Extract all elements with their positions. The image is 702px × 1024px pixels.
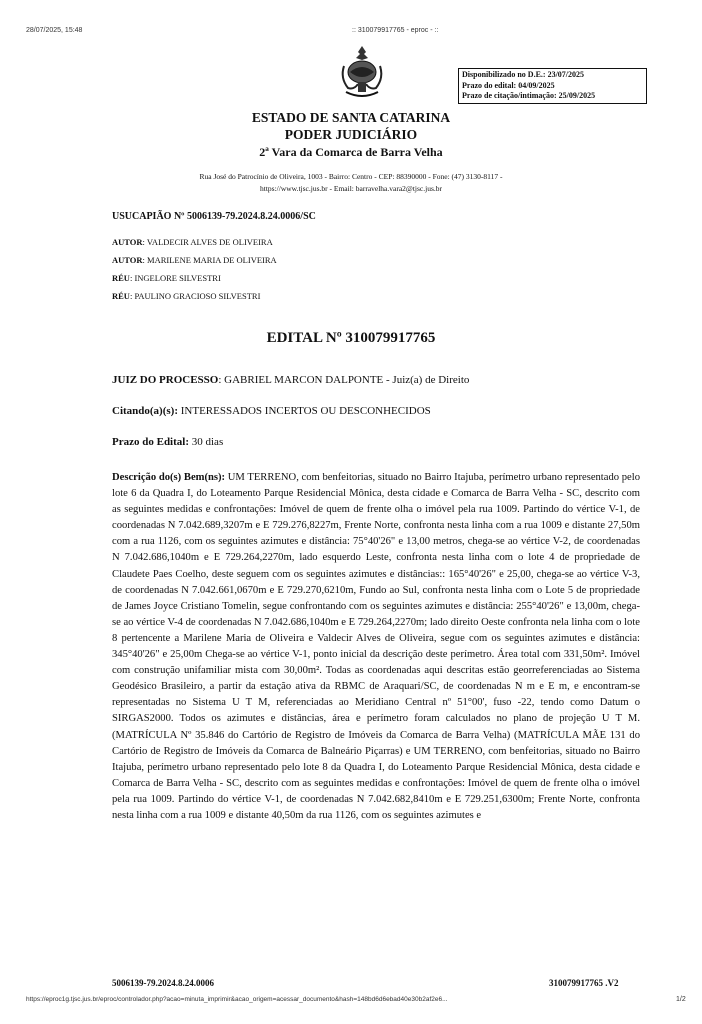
published-date: Disponibilizado no D.E.: 23/07/2025 [462,70,585,79]
court-contact: https://www.tjsc.jus.br - Email: barravelha.vara2@tjsc.jus.br [259,184,442,193]
state-title: ESTADO DE SANTA CATARINA [251,110,451,125]
party-line: RÉU: PAULINO GRACIOSO SILVESTRI [112,291,261,301]
state-coat-of-arms-icon [338,44,386,102]
term-label: Prazo do Edital: [112,436,189,448]
term-value: 30 dias [189,436,224,448]
footer-case-number: 5006139-79.2024.8.24.0006 [112,978,214,988]
party-name: PAULINO GRACIOSO SILVESTRI [134,291,261,301]
edital-title: EDITAL Nº 310079917765 [266,330,436,346]
description-text: UM TERRENO, com benfeitorias, situado no Bairro Itajuba, perímetro urbano representado pelo lote 6 da Quadra I, do Loteamento Parque Residencial Mônica, desta cidade e Comarca de Barra Velha - SC, descrito com as seguintes medidas e confrontações: Imóvel de quem de frente olha o imóvel pela rua 1009. Partindo do vértice V-1, de coordenadas N 7.042.689,3207m e E 729.276,8227m, Frente Norte, confronta nesta linha com a rua 1009 e distante 27,50m com a rua 1126, com os seguintes azimutes e distância: 75°40'26" e 13,00 metros, chega-se ao vértice V-2, de coordenadas N 7.042.686,1040m e E 729.264,2270m, lado esquerdo Leste, confronta nesta linha com o lote 4 de propriedade de Claudete Paes Coelho, deste seguem com os seguintes azimutes e distâncias:: 165°40'26" e 25,00, chega-se ao vértice V-3, de coordenadas N 7.042.661,0670m e E 729.270,6210m, Fundo ao Sul, confronta nesta linha com o Lote 5 de propriedade de James Joyce Cristiano Tomelin, segue confrontando com os seguintes azimutes e distância: 255°40'26" e 13,00m, chega-se ao vértice V-4 de coordenadas N 7.042.686,1040m e E 729.264,2270m; lado direito Oeste confronta nela linha com o lote 8 pertencente a Marilene Maria de Oliveira e Valdecir Alves de Oliveira, segue com os seguintes azimutes e distância: 345°40'26" e 25,00m Chega-se ao vértice V-1, ponto inicial da descrição deste perímetro. Área total com 331,50m². Imóvel com construção unifamiliar mista com 30,00m². Todas as coordenadas aqui descritas estão georreferenciadas ao Sistema Geodésico Brasileiro, a partir da estação ativa da RBMC de Araquari/SC, de coordenadas N m e E m, e encontram-se representadas no Sistema U T M, referenciadas ao Meridiano Central nº 51°00', fuso -22, tendo como Datum o SIRGAS2000. Todos os azimutes e distâncias, área e perímetro foram calculados no plano de projeção U T M. (MATRÍCULA Nº 35.846 do Cartório de Registro de Imóveis da Comarca de Barra Velha) (MATRÍCULA MÃE 131 do Cartório de Registro de Imóveis da Comarca de Balneário Piçarras) e UM TERRENO, com benfeitorias, situado no Bairro Itajuba, perímetro urbano representado pelo lote 8 da Quadra I, do Loteamento Parque Residencial Mônica, desta cidade e Comarca de Barra Velha - SC, descrito com as seguintes medidas e confrontações: Imóvel de quem de frente olha o imóvel pela rua 1009. Partindo do vértice V-1, de coordenadas N 7.042.682,8410m e E 729.251,6300m; Frente Norte, confronta nesta linha com a rua 1009 e distante 40,50m da rua 1126, com os seguintes azimutes e [112,472,640,821]
publication-info-box [458,68,647,104]
case-title: USUCAPIÃO Nº 5006139-79.2024.8.24.0006/SC [112,211,316,222]
party-role: AUTOR [112,237,143,247]
party-line: AUTOR: VALDECIR ALVES DE OLIVEIRA [112,237,273,247]
judiciary-title: PODER JUDICIÁRIO [284,127,418,142]
footer-edital-number: 310079917765 .V2 [549,978,619,988]
court-address: Rua José do Patrocínio de Oliveira, 1003 - Bairro: Centro - CEP: 88390000 - Fone: (47) 3130-8117 - [199,172,503,181]
court-title: 2ª Vara da Comarca de Barra Velha [259,145,443,159]
print-datetime: 28/07/2025, 15:48 [26,27,83,34]
party-role: RÉU [112,273,130,283]
judge-line [112,374,469,386]
cited-value: INTERESSADOS INCERTOS OU DESCONHECIDOS [178,405,431,417]
citation-deadline: Prazo de citação/intimação: 25/09/2025 [462,91,596,100]
print-page-title: :: 310079917765 - eproc - :: [352,27,439,34]
party-role: RÉU [112,291,130,301]
party-line: RÉU: INGELORE SILVESTRI [112,273,221,283]
page-number: 1/2 [676,996,686,1003]
judge-value: : GABRIEL MARCON DALPONTE - Juiz(a) de Direito [218,374,470,386]
term-line [112,436,223,448]
cited-line [112,405,431,417]
party-line: AUTOR: MARILENE MARIA DE OLIVEIRA [112,255,277,265]
party-name: MARILENE MARIA DE OLIVEIRA [147,255,277,265]
party-name: INGELORE SILVESTRI [134,273,221,283]
print-url: https://eproc1g.tjsc.jus.br/eproc/controlador.php?acao=minuta_imprimir&acao_origem=acessar_documento&hash=148bd6d6ebad40e30b2af2e6... [26,996,448,1003]
party-role: AUTOR [112,255,143,265]
edital-deadline: Prazo do edital: 04/09/2025 [462,80,555,90]
judge-label: JUIZ DO PROCESSO [112,374,219,386]
cited-label: Citando(a)(s): [112,405,178,417]
description-label: Descrição do(s) Bem(ns): [112,472,226,483]
party-name: VALDECIR ALVES DE OLIVEIRA [146,237,273,247]
property-description [112,470,640,824]
